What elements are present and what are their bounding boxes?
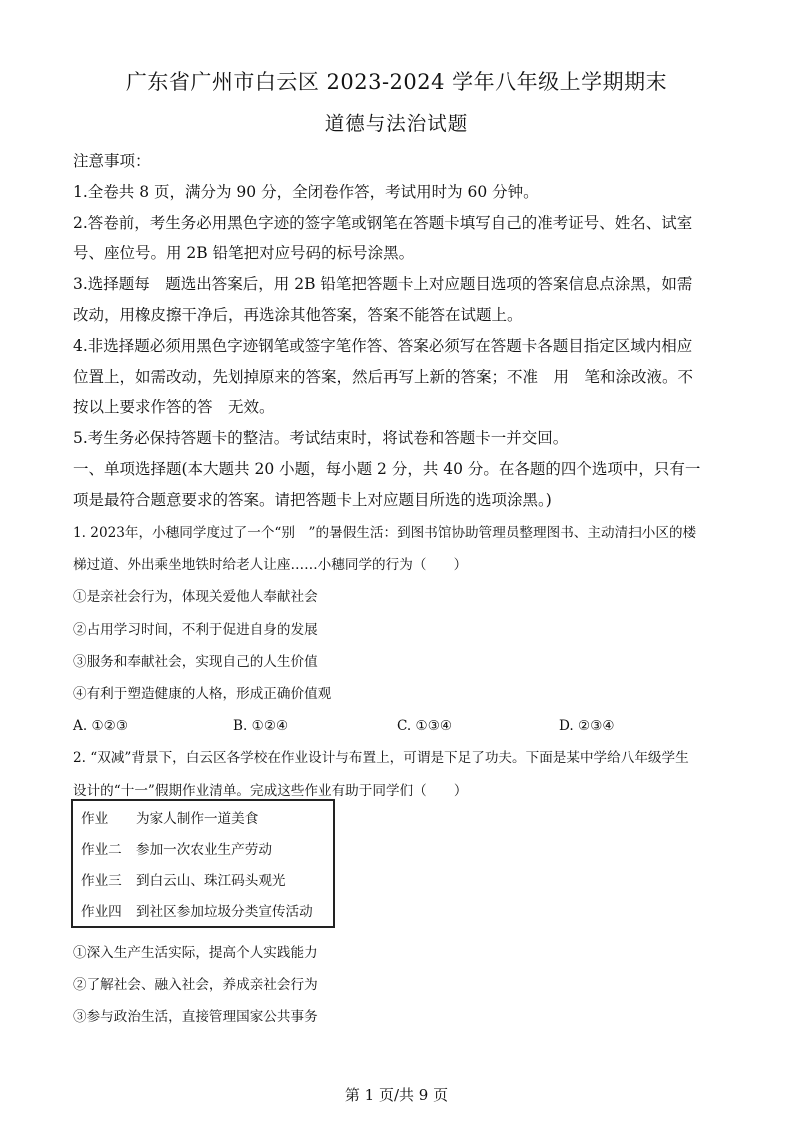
homework-row xyxy=(81,835,333,866)
homework-task: 到白云山、珠江码头观光 xyxy=(136,873,286,889)
answer-options xyxy=(73,710,723,742)
option-c: C. ①③④ xyxy=(397,718,453,735)
question-1 xyxy=(73,517,723,807)
page-number: 第 1 页/共 9 页 xyxy=(344,1086,449,1104)
statement-item: ①深入生产生活实际，提高个人实践能力 xyxy=(73,945,318,961)
exam-title: 广东省广州市白云区 2023-2024 学年八年级上学期期末 xyxy=(125,70,668,94)
notice-line: 改动，用橡皮擦干净后，再选涂其他答案，答案不能答在试题上。 xyxy=(73,305,523,324)
statement-item: ③参与政治生活，直接管理国家公共事务 xyxy=(73,1009,318,1026)
notice-line: 1.全卷共 8 页，满分为 90 分，全闭卷作答，考试用时为 60 分钟。 xyxy=(73,182,539,201)
notice-line: 号、座位号。用 2B 铅笔把对应号码的标号涂黑。 xyxy=(73,244,415,263)
question-stem: 设计的“十一”假期作业清单。完成这些作业有助于同学们（ ） xyxy=(73,782,468,799)
notice-line: 按以上要求作答的答 无效。 xyxy=(73,398,275,417)
notice-section xyxy=(73,146,723,516)
notice-line: 位置上，如需改动，先划掉原来的答案，然后再写上新的答案；不准 用 笔和涂改液。不 xyxy=(73,367,694,386)
notice-line: 4.非选择题必须用黑色字迹钢笔或签字笔作答、答案必须写在答题卡各题目指定区域内相应 xyxy=(73,336,693,355)
question-stem: 2. “双减”背景下，白云区各学校在作业设计与布置上，可谓是下足了功夫。下面是某中学给八年级学生 xyxy=(73,750,689,767)
homework-name: 作业三 xyxy=(81,873,122,889)
exam-subtitle: 道德与法治试题 xyxy=(324,112,469,135)
homework-row xyxy=(81,866,333,897)
statement-item: ③服务和奉献社会，实现自己的人生价值 xyxy=(73,653,318,670)
statement-item: ④有利于塑造健康的人格，形成正确价值观 xyxy=(73,685,332,702)
question-stem: 1. 2023年，小穗同学度过了一个“别 ”的暑假生活：到图书馆协助管理员整理图书、主动清扫小区的楼 xyxy=(73,525,697,541)
homework-name: 作业四 xyxy=(81,904,122,920)
homework-row xyxy=(81,804,333,835)
option-a: A. ①②③ xyxy=(73,718,129,735)
question-2-statements xyxy=(73,937,723,1034)
homework-list-box xyxy=(71,799,335,928)
homework-task: 到社区参加垃圾分类宣传活动 xyxy=(136,904,313,920)
homework-name: 作业 xyxy=(81,811,109,827)
homework-name: 作业二 xyxy=(81,842,122,858)
option-d: D. ②③④ xyxy=(559,718,615,735)
homework-task: 参加一次农业生产劳动 xyxy=(136,842,272,858)
statement-item: ①是亲社会行为，体现关爱他人奉献社会 xyxy=(73,589,318,606)
notice-line: 5.考生务必保持答题卡的整洁。考试结束时，将试卷和答题卡一并交回。 xyxy=(73,429,569,448)
question-stem: 梯过道、外出乘坐地铁时给老人让座……小穗同学的行为（ ） xyxy=(73,557,468,574)
notice-heading: 注意事项： xyxy=(73,152,151,170)
homework-row xyxy=(81,897,333,928)
statement-item: ②了解社会、融入社会，养成亲社会行为 xyxy=(73,977,318,994)
section-heading: 一、单项选择题(本大题共 20 小题，每小题 2 分，共 40 分。在各题的四个选项中，只有一 xyxy=(73,459,701,478)
statement-item: ②占用学习时间，不利于促进自身的发展 xyxy=(73,621,318,638)
section-heading: 项是最符合题意要求的答案。请把答题卡上对应题目所选的选项涂黑。) xyxy=(73,490,552,509)
option-b: B. ①②④ xyxy=(233,718,289,735)
notice-line: 3.选择题每 题选出答案后，用 2B 铅笔把答题卡上对应题目选项的答案信息点涂黑，如需 xyxy=(73,275,693,294)
homework-task: 为家人制作一道美食 xyxy=(136,811,259,827)
notice-line: 2.答卷前，考生务必用黑色字迹的签字笔或钢笔在答题卡填写自己的准考证号、姓名、试室 xyxy=(73,213,693,232)
